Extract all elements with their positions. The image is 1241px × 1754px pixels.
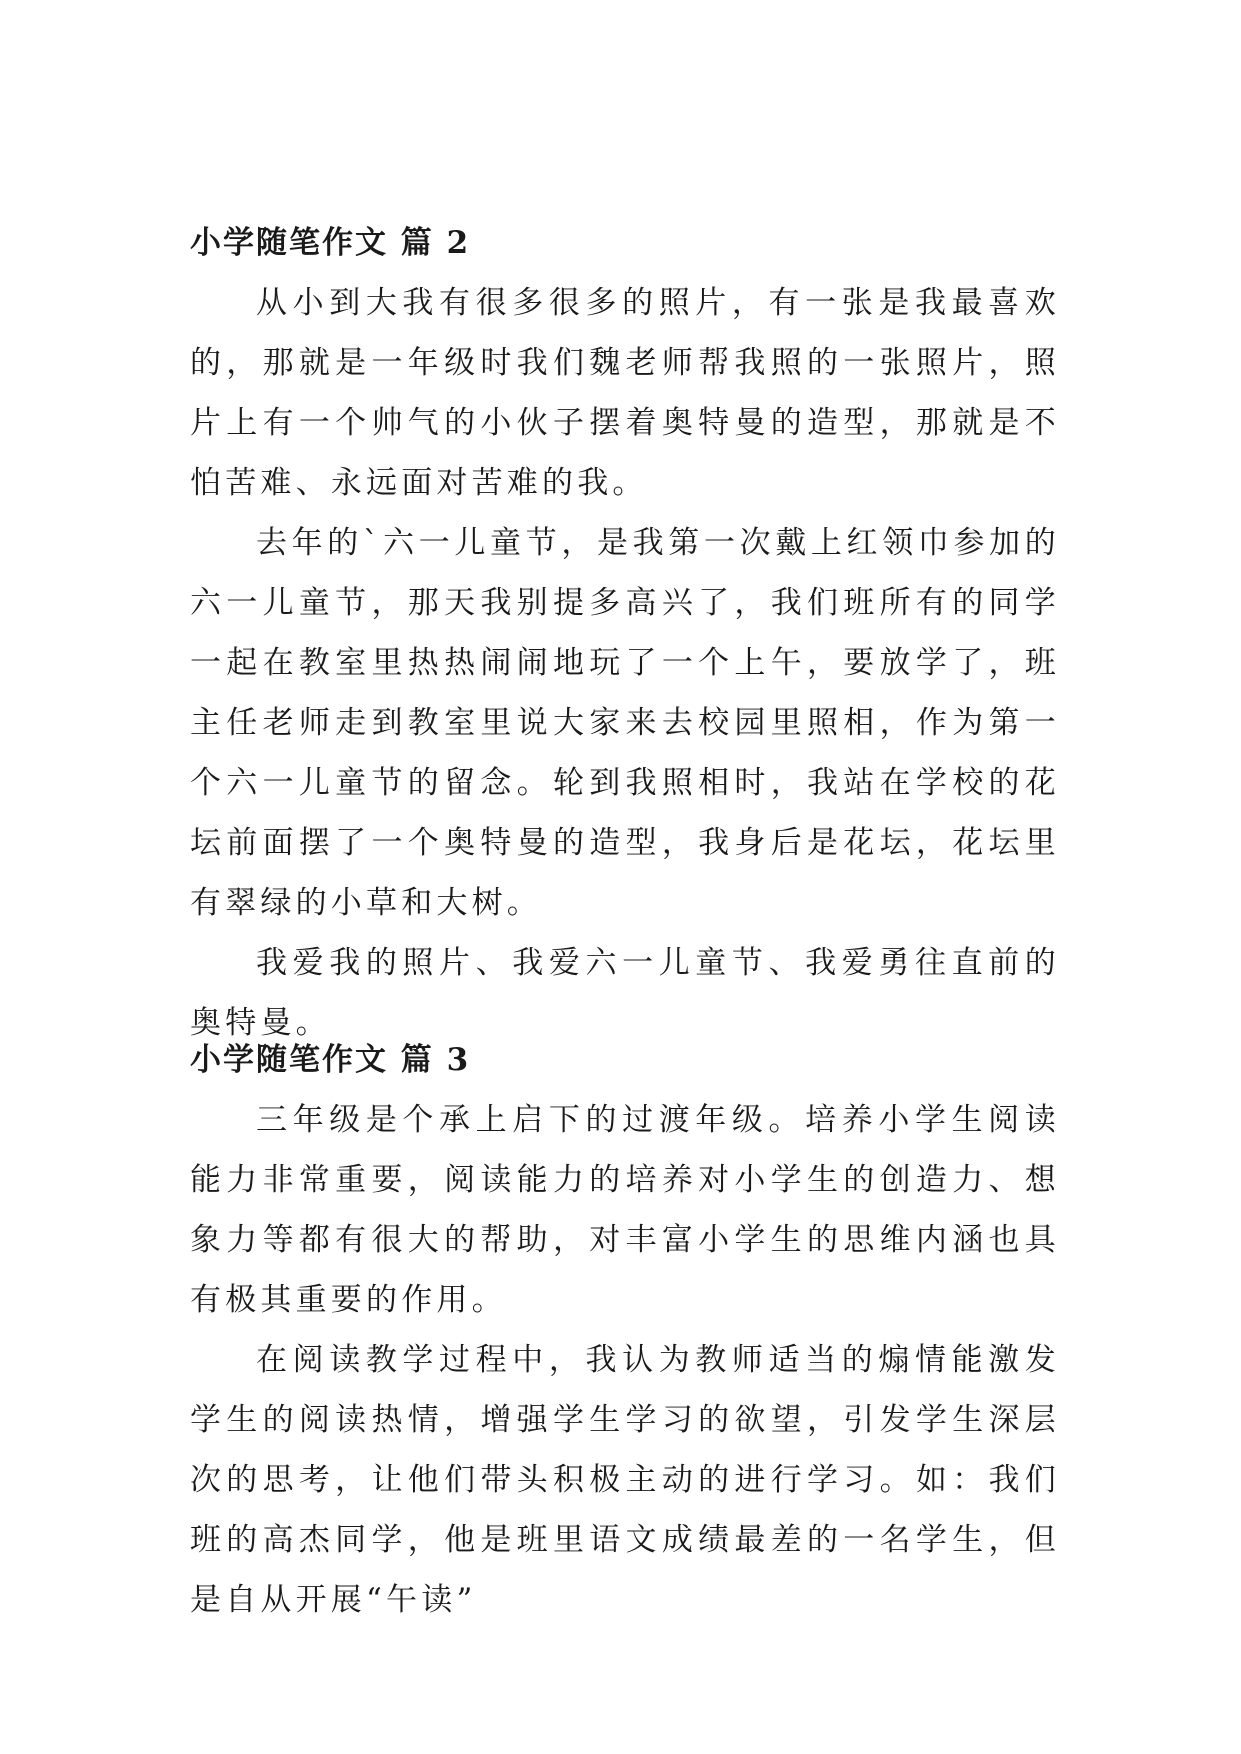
section-title: 小学随笔作文 篇 2	[190, 225, 471, 261]
paragraph: 三年级是个承上启下的过渡年级。培养小学生阅读能力非常重要，阅读能力的培养对小学生的创造力、想象力等都有很大的帮助，对丰富小学生的思维内涵也具有极其重要的作用。	[190, 1102, 1060, 1318]
paragraph: 在阅读教学过程中，我认为教师适当的煽情能激发学生的阅读热情，增强学生学习的欲望，引发学生深层次的思考，让他们带头积极主动的进行学习。如：我们班的高杰同学，他是班里语文成绩最差的一名学生，但是自从开展“午读”	[190, 1342, 1060, 1618]
paragraph: 我爱我的照片、我爱六一儿童节、我爱勇往直前的奥特曼。	[190, 945, 1060, 1041]
paragraph: 从小到大我有很多很多的照片，有一张是我最喜欢的，那就是一年级时我们魏老师帮我照的一张照片，照片上有一个帅气的小伙子摆着奥特曼的造型，那就是不怕苦难、永远面对苦难的我。	[190, 285, 1060, 501]
essay-section-2	[190, 213, 1060, 1053]
section-title: 小学随笔作文 篇 3	[190, 1042, 471, 1078]
essay-section-3	[190, 1030, 1060, 1630]
paragraph: 去年的`六一儿童节，是我第一次戴上红领巾参加的六一儿童节，那天我别提多高兴了，我们班所有的同学一起在教室里热热闹闹地玩了一个上午，要放学了，班主任老师走到教室里说大家来去校园里照相，作为第一个六一儿童节的留念。轮到我照相时，我站在学校的花坛前面摆了一个奥特曼的造型，我身后是花坛，花坛里有翠绿的小草和大树。	[190, 525, 1060, 921]
